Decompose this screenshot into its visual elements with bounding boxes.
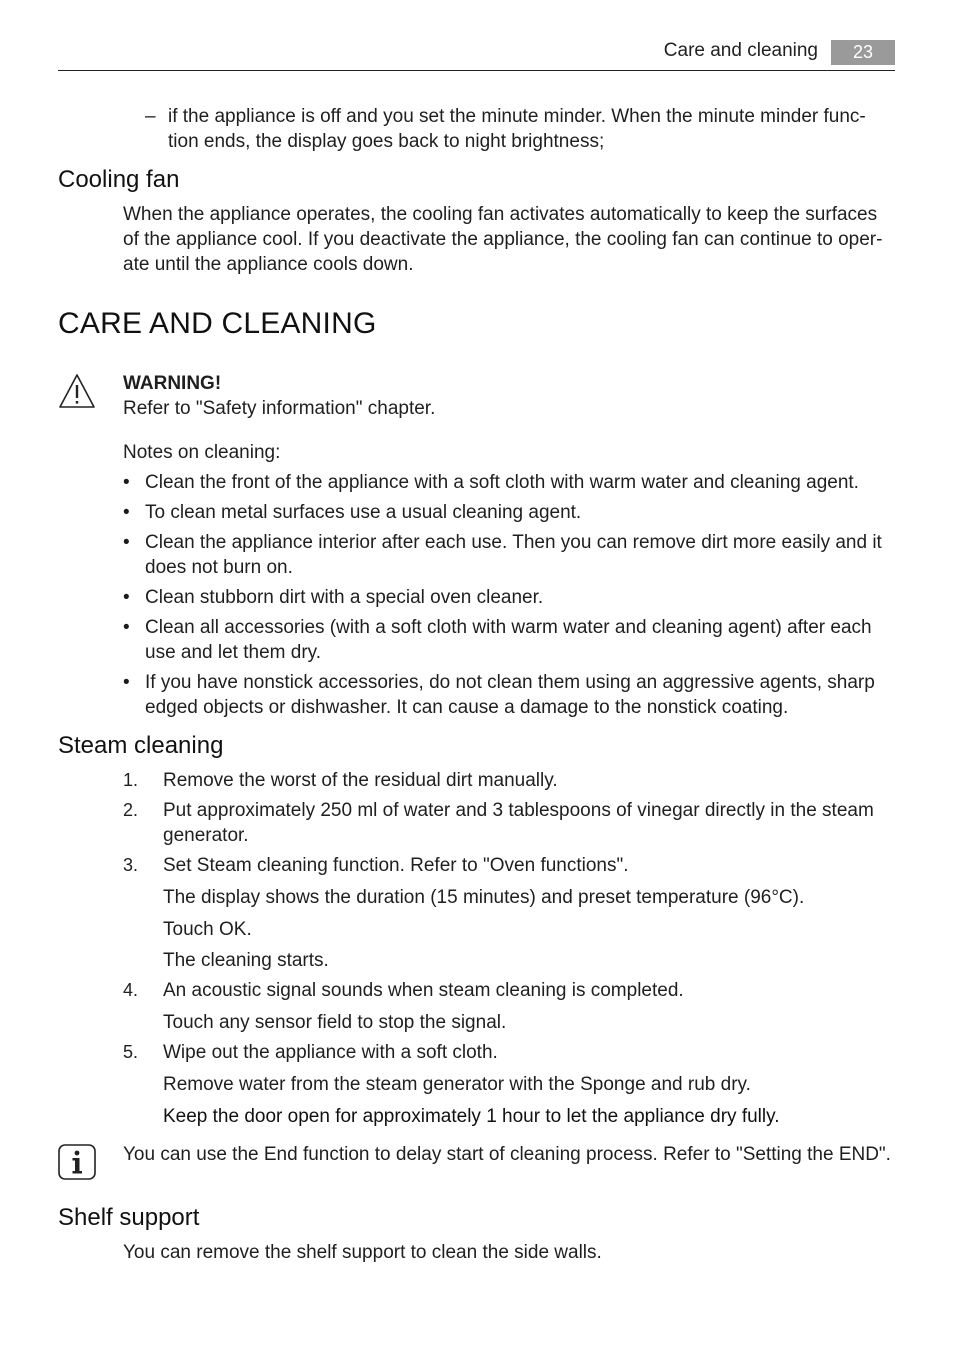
step-number: 3. <box>123 855 139 875</box>
step-text: Put approximately 250 ml of water and 3 tablespoons of vinegar directly in the steam generator. <box>163 800 874 846</box>
bullet-icon: • <box>123 672 130 693</box>
bullet-icon: • <box>123 502 130 523</box>
step-emphasis: Keep the door open for approximately 1 hour to let the appliance dry fully. <box>163 1106 780 1127</box>
list-item: Clean stubborn dirt with a special oven cleaner. <box>145 587 544 608</box>
bullet-icon: • <box>123 532 130 553</box>
step-detail: The display shows the duration (15 minutes) and preset temperature (96°C). <box>163 887 805 908</box>
dash-item-text: if the appliance is off and you set the minute minder. When the minute minder func-tion ends, the display goes back to night brightness; <box>168 106 866 152</box>
info-icon <box>57 1143 97 1181</box>
warning-text: Refer to "Safety information" chapter. <box>123 398 436 419</box>
list-item: Clean the front of the appliance with a soft cloth with warm water and cleaning agent. <box>145 472 859 493</box>
step-number: 5. <box>123 1042 139 1062</box>
section-title: CARE AND CLEANING <box>58 307 377 340</box>
warning-triangle-icon <box>57 372 97 410</box>
list-item: To clean metal surfaces use a usual cleaning agent. <box>145 502 582 523</box>
list-item: Clean the appliance interior after each use. Then you can remove dirt more easily and it does not burn on. <box>145 532 882 578</box>
step-text: Wipe out the appliance with a soft cloth. <box>163 1042 498 1063</box>
step-number: 1. <box>123 770 139 790</box>
step-text: Remove the worst of the residual dirt manually. <box>163 770 558 791</box>
step-detail: Touch any sensor field to stop the signal. <box>163 1012 507 1033</box>
warning-title: WARNING! <box>123 373 222 394</box>
step-detail <box>163 917 893 942</box>
step-detail: The cleaning starts. <box>163 950 329 971</box>
list-item: Clean all accessories (with a soft cloth with warm water and cleaning agent) after each use and let them dry. <box>145 617 872 663</box>
step-text: Set Steam cleaning function. Refer to "Oven functions". <box>163 855 629 876</box>
ok-key-label: OK <box>218 919 247 940</box>
bullet-icon: • <box>123 472 130 493</box>
step-text: An acoustic signal sounds when steam cleaning is completed. <box>163 980 684 1001</box>
list-item: If you have nonstick accessories, do not clean them using an aggressive agents, sharp edged objects or dishwasher. It can cause a damage to the nonstick coating. <box>145 672 875 718</box>
dash-marker: – <box>145 106 156 127</box>
cooling-fan-text: When the appliance operates, the cooling fan activates automatically to keep the surfaces of the appliance cool. If you deactivate the appliance, the cooling fan can continue to oper-ate until the appliance cools down. <box>123 204 883 275</box>
bullet-icon: • <box>123 587 130 608</box>
step-detail-prefix: Touch <box>163 919 219 940</box>
notes-heading: Notes on cleaning: <box>123 442 281 463</box>
shelf-support-heading: Shelf support <box>58 1204 200 1231</box>
step-number: 4. <box>123 980 139 1000</box>
running-header-title: Care and cleaning <box>663 40 818 61</box>
step-detail-suffix: . <box>246 919 252 940</box>
cooling-fan-heading: Cooling fan <box>58 166 180 193</box>
step-number: 2. <box>123 800 139 820</box>
step-detail: Remove water from the steam generator with the Sponge and rub dry. <box>163 1074 751 1095</box>
shelf-support-text: You can remove the shelf support to clean the side walls. <box>123 1242 602 1263</box>
info-note-text: You can use the End function to delay start of cleaning process. Refer to "Setting the END". <box>123 1144 891 1165</box>
steam-cleaning-heading: Steam cleaning <box>58 732 224 759</box>
bullet-icon: • <box>123 617 130 638</box>
header-divider <box>58 70 895 71</box>
page-number-badge: 23 <box>831 40 895 65</box>
